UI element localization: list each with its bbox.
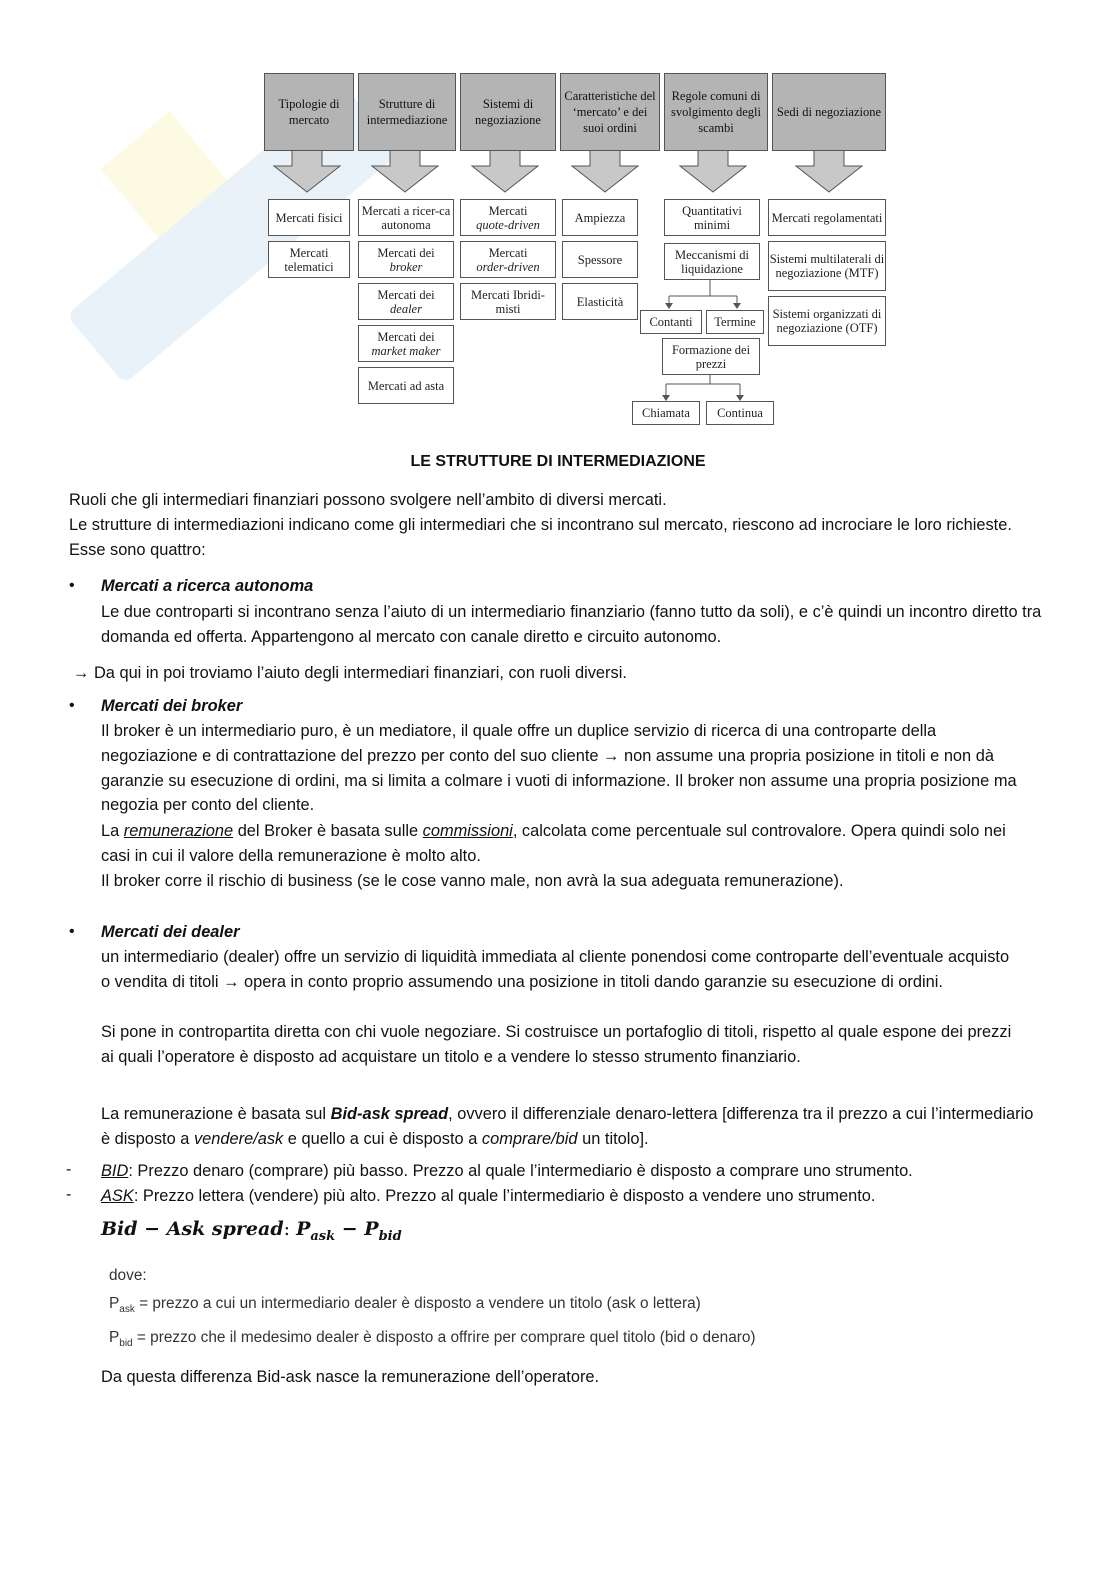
dash-icon: - xyxy=(66,1161,72,1178)
header-regole: Regole comuni di svolgimento degli scambi xyxy=(664,73,768,151)
box-continua: Continua xyxy=(706,401,774,425)
header-strutture: Strutture di intermediazione xyxy=(358,73,456,151)
box-meccanismi-liquidazione: Meccanismi di liquidazione xyxy=(664,243,760,280)
intro-line-1: Ruoli che gli intermediari finanziari possono svolgere nell’ambito di diversi mercati. xyxy=(69,491,667,509)
def-ask: ASK: Prezzo lettera (vendere) più alto. Prezzo al quale l’intermediario è disposto a vendere uno strumento. xyxy=(101,1187,876,1205)
heading-autonoma: Mercati a ricerca autonoma xyxy=(101,577,314,595)
dealer-paragraph-3: La remunerazione è basata sul Bid-ask spread, ovvero il differenziale denaro-lettera [differenza tra il prezzo a cui l’intermediario è disposto a vendere/ask e quello a cui è disposto a comprare/bid un titolo]. xyxy=(101,1105,1034,1148)
intro-line-2: Le strutture di intermediazioni indicano come gli intermediari che si incontrano sul mercato, riescono ad incrociare le loro richieste. Esse sono quattro: xyxy=(69,516,1012,559)
box-mtf: Sistemi multilaterali di negoziazione (MTF) xyxy=(768,241,886,291)
box-termine: Termine xyxy=(706,310,764,334)
box-chiamata: Chiamata xyxy=(632,401,700,425)
dealer-paragraph-1: un intermediario (dealer) offre un servizio di liquidità immediata al cliente ponendosi come controparte dell’eventuale acquisto o vendita di titoli → opera in conto proprio assumendo una posizione in titoli dando garanzie su esecuzione di ordini. xyxy=(101,948,1010,991)
header-sistemi: Sistemi di negoziazione xyxy=(460,73,556,151)
broker-paragraph-1: Il broker è un intermediario puro, è un mediatore, il quale offre un duplice servizio di ricerca di una controparte della negoziazione e di contrattazione del prezzo per conto del suo cliente → non assume una propria posizione in titoli e non dà garanzie su esecuzione di ordini, ma si limita a colmare i vuoti di informazione. Il broker non assume una propria posizione ma negozia per conto del cliente. xyxy=(101,722,1017,815)
box-ibridi-misti: Mercati Ibridi-misti xyxy=(460,283,556,320)
bullet-icon: • xyxy=(69,923,75,940)
box-mercati-telematici: Mercati telematici xyxy=(268,241,350,278)
section-title: LE STRUTTURE DI INTERMEDIAZIONE xyxy=(410,453,706,470)
closing-line: Da questa differenza Bid-ask nasce la remunerazione dell’operatore. xyxy=(101,1368,600,1386)
box-mercati-regolamentati: Mercati regolamentati xyxy=(768,199,886,236)
commissioni-link: commissioni xyxy=(422,822,513,840)
dealer-paragraph-2: Si pone in contropartita diretta con chi vuole negoziare. Si costruisce un portafoglio di titoli, rispetto al quale espone dei prezzi ai quali l’operatore è disposto ad acquistare un titolo e a vendere lo stesso strumento finanziario. xyxy=(101,1023,1012,1066)
remunerazione-link: remunerazione xyxy=(123,822,234,840)
market-structure-diagram xyxy=(262,70,892,432)
box-market-maker: Mercati dei market maker xyxy=(358,325,454,362)
box-ricerca-autonoma: Mercati a ricer-ca autonoma xyxy=(358,199,454,236)
spread-formula: Bid − Ask spread: $P_{ask} - P_{bid}$ xyxy=(101,1218,402,1244)
box-otf: Sistemi organizzati di negoziazione (OTF) xyxy=(768,296,886,346)
formula-legend: dove: $P_{ask}$ = prezzo a cui un intermediario dealer è disposto a vendere un titolo (ask o lettera) $P_{bid}$ = prezzo che il medesimo dealer è disposto a offrire per comprare quel titolo (bid o denaro) xyxy=(109,1267,756,1350)
box-spessore: Spessore xyxy=(562,241,638,278)
box-elasticita: Elasticità xyxy=(562,283,638,320)
heading-dealer: Mercati dei dealer xyxy=(101,923,240,941)
box-mercati-dealer: Mercati dei dealer xyxy=(358,283,454,320)
box-contanti: Contanti xyxy=(640,310,702,334)
heading-broker: Mercati dei broker xyxy=(101,697,243,715)
box-ampiezza: Ampiezza xyxy=(562,199,638,236)
broker-paragraph-3: Il broker corre il rischio di business (se le cose vanno male, non avrà la sua adeguata remunerazione). xyxy=(101,872,844,890)
box-quote-driven: Mercati quote-driven xyxy=(460,199,556,236)
bullet-icon: • xyxy=(69,697,75,714)
box-mercati-asta: Mercati ad asta xyxy=(358,367,454,404)
header-caratteristiche: Caratteristiche del ‘mercato’ e dei suoi ordini xyxy=(560,73,660,151)
box-mercati-fisici: Mercati fisici xyxy=(268,199,350,236)
box-quantitativi-minimi: Quantitativi minimi xyxy=(664,199,760,236)
dash-icon: - xyxy=(66,1186,72,1203)
broker-paragraph-2: La remunerazione del Broker è basata sulle commissioni, calcolata come percentuale sul controvalore. Opera quindi solo nei casi in cui il valore della remunerazione è molto alto. xyxy=(101,822,1006,865)
box-formazione-prezzi: Formazione dei prezzi xyxy=(662,338,760,375)
bullet-icon: • xyxy=(69,577,75,594)
box-mercati-broker: Mercati dei broker xyxy=(358,241,454,278)
def-bid: BID: Prezzo denaro (comprare) più basso. Prezzo al quale l’intermediario è disposto a comprare uno strumento. xyxy=(101,1162,913,1180)
arrow-note: → Da qui in poi troviamo l’aiuto degli intermediari finanziari, con ruoli diversi. xyxy=(73,664,627,682)
box-order-driven: Mercati order-driven xyxy=(460,241,556,278)
header-sedi: Sedi di negoziazione xyxy=(772,73,886,151)
text-autonoma: Le due controparti si incontrano senza l’aiuto di un intermediario finanziario (fanno tutto da soli), e c’è quindi un incontro diretto tra domanda ed offerta. Appartengono al mercato con canale diretto e circuito autonomo. xyxy=(101,603,1042,646)
header-tipologie: Tipologie di mercato xyxy=(264,73,354,151)
